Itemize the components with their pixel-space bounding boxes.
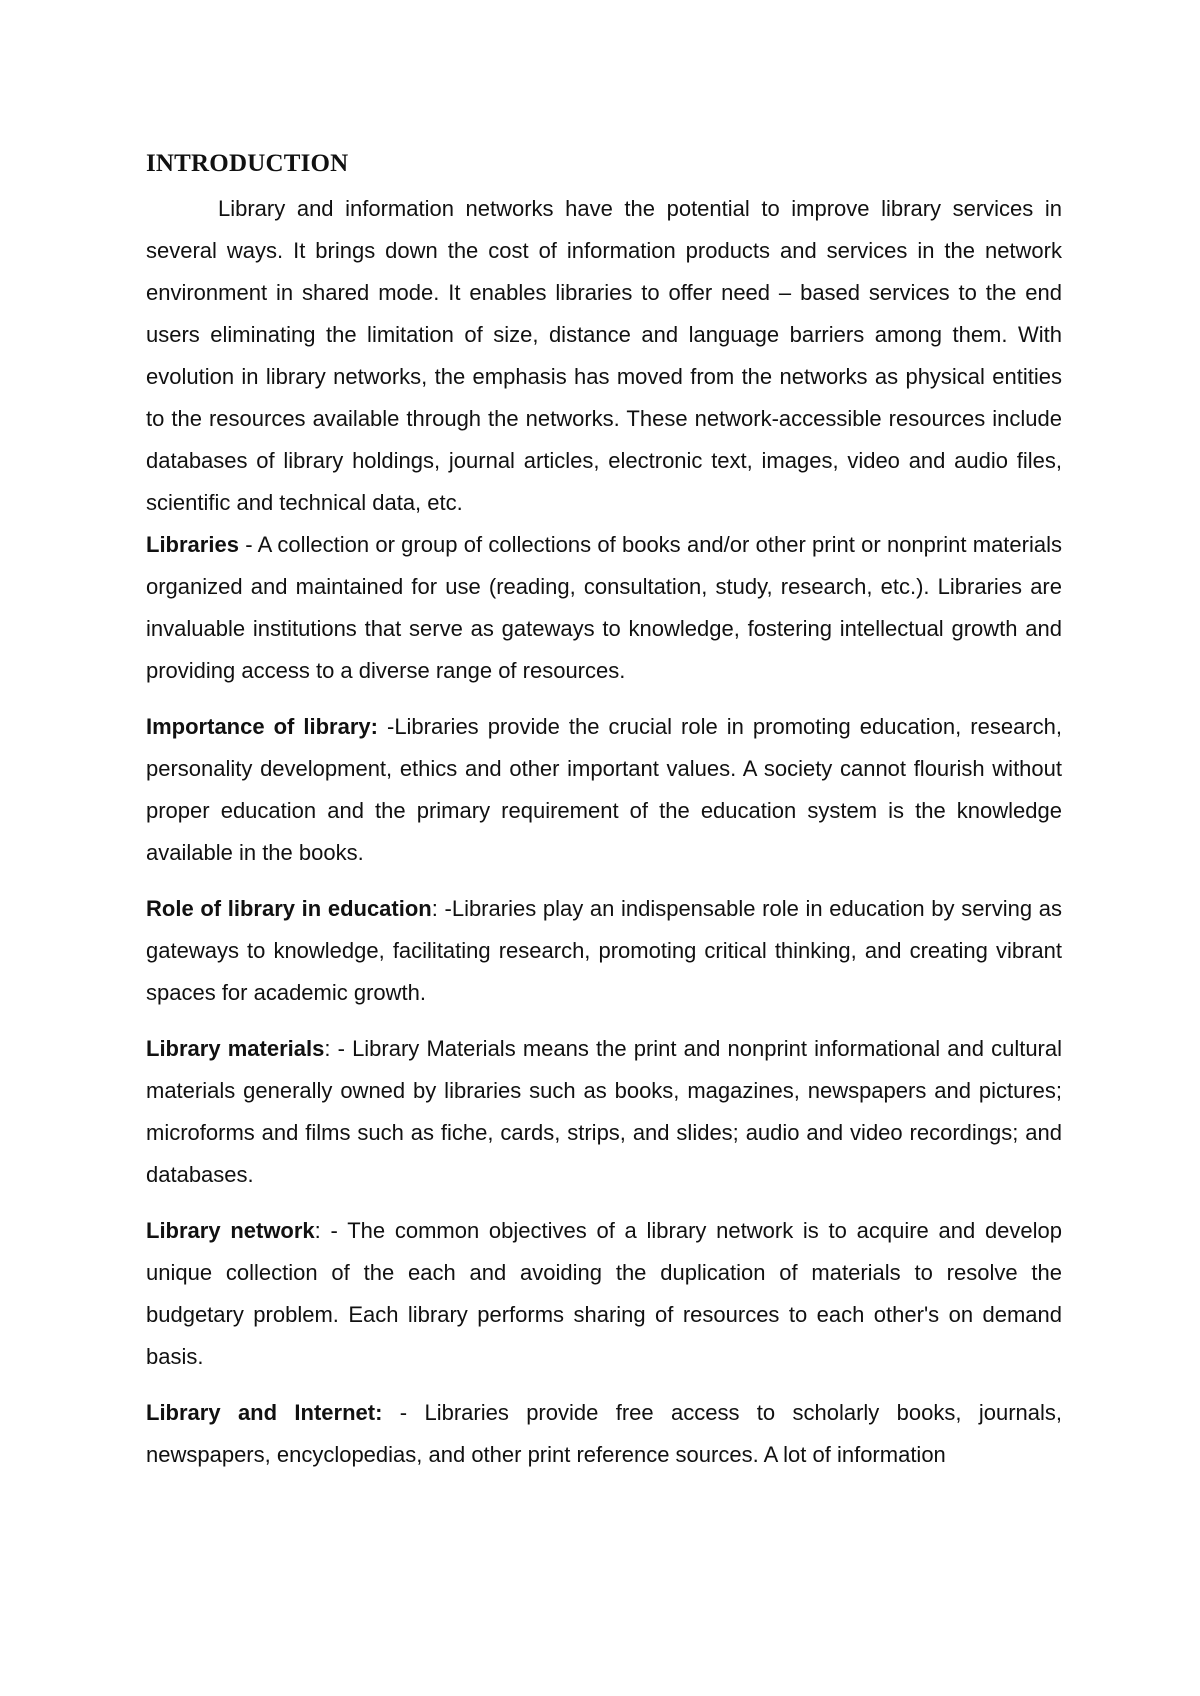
- section-separator: -: [238, 532, 258, 557]
- section-separator: : -: [431, 896, 452, 921]
- section-library-materials: [146, 1028, 1062, 1196]
- section-term: Importance of library:: [146, 714, 378, 739]
- section-text: The common objectives of a library network is to acquire and develop unique collection of the each and avoiding the duplication of materials to resolve the budgetary problem. Each library performs sharing of resources to each other's on demand basis.: [146, 1218, 1063, 1369]
- section-term: Libraries: [146, 532, 239, 557]
- section-text: Libraries play an indispensable role in education by serving as gateways to knowledge, facilitating research, promoting critical thinking, and creating vibrant spaces for academic growth.: [146, 896, 1062, 1005]
- intro-paragraph: Library and information networks have the potential to improve library services in several ways. It brings down the cost of information products and services in the network environment in shared mode. It enables libraries to offer need – based services to the end users eliminating the limitation of size, distance and language barriers among them. With evolution in library networks, the emphasis has moved from the networks as physical entities to the resources available through the networks. These network-accessible resources include databases of library holdings, journal articles, electronic text, images, video and audio files, scientific and technical data, etc.: [146, 196, 1062, 515]
- section-separator: -: [382, 1400, 425, 1425]
- section-library-network: [146, 1210, 1062, 1378]
- section-separator: : -: [324, 1036, 353, 1061]
- section-importance-of-library: [146, 706, 1062, 874]
- section-term: Library materials: [146, 1036, 325, 1061]
- section-text: A collection or group of collections of books and/or other print or nonprint materials organized and maintained for use (reading, consultation, study, research, etc.). Libraries are invaluable institutions that serve as gateways to knowledge, fostering intellectual growth and providing access to a diverse range of resources.: [146, 532, 1062, 683]
- section-term: Library network: [146, 1218, 315, 1243]
- section-role-of-library: [146, 888, 1062, 1014]
- document-body: [146, 146, 1062, 1476]
- section-library-and-internet: [146, 1392, 1062, 1476]
- page-title: INTRODUCTION: [146, 150, 349, 177]
- section-text: Library Materials means the print and nonprint informational and cultural materials generally owned by libraries such as books, magazines, newspapers and pictures; microforms and films such as fiche, cards, strips, and slides; audio and video recordings; and databases.: [146, 1036, 1062, 1187]
- section-term: Library and Internet:: [146, 1400, 383, 1425]
- section-term: Role of library in education: [146, 896, 432, 921]
- section-text: Libraries provide the crucial role in promoting education, research, personality development, ethics and other important values. A society cannot flourish without proper education and the primary requirement of the education system is the knowledge available in the books.: [146, 714, 1062, 865]
- section-separator: : -: [314, 1218, 348, 1243]
- section-separator: -: [377, 714, 395, 739]
- section-libraries: [146, 524, 1062, 692]
- section-text: Libraries provide free access to scholarly books, journals, newspapers, encyclopedias, and other print reference sources. A lot of information: [146, 1400, 1062, 1467]
